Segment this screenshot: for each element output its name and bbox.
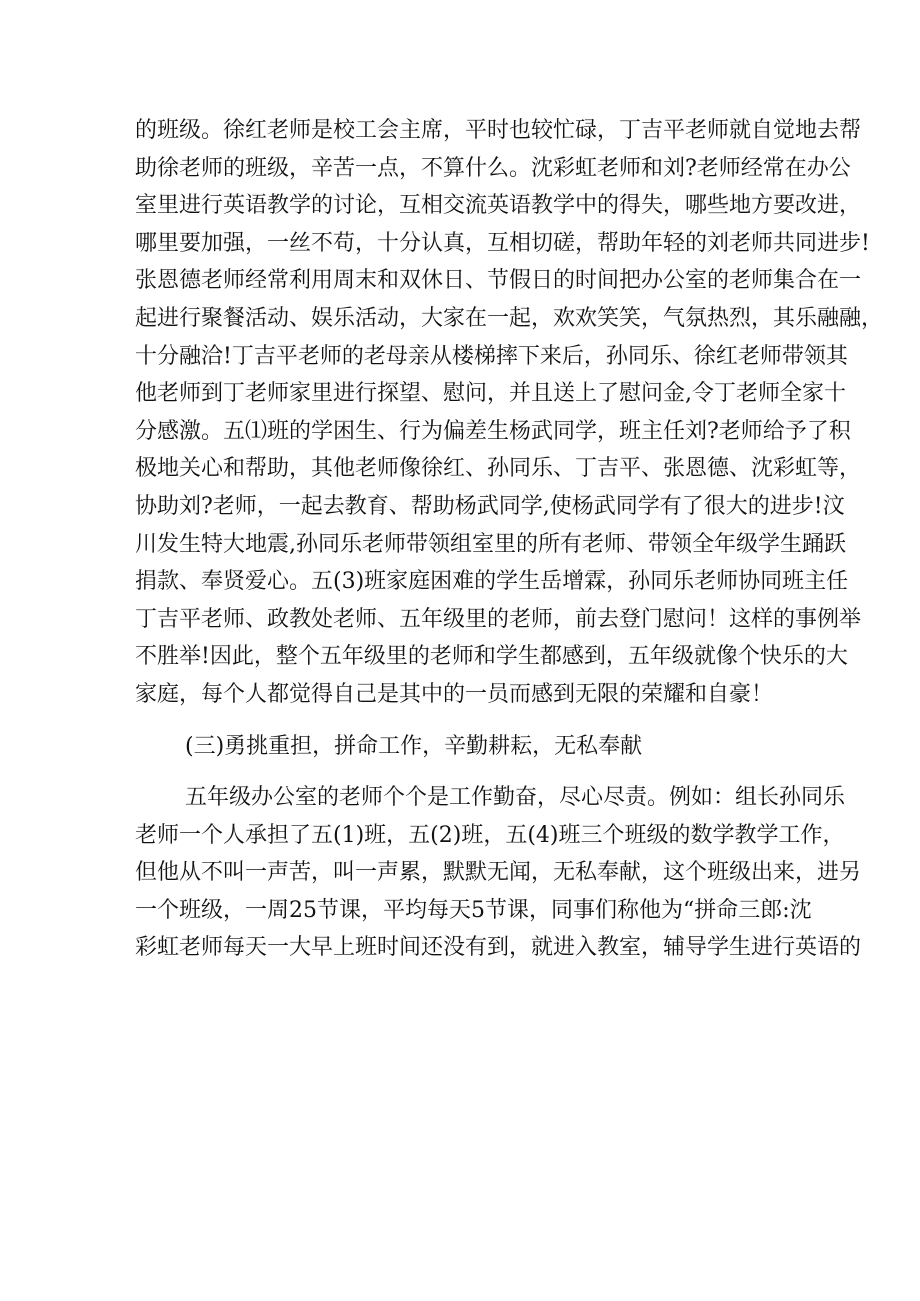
text-line: 但他从不叫一声苦，叫一声累，默默无闻，无私奉献，这个班级出来，进另 xyxy=(135,860,862,886)
text-line: 老师一个人承担了五(1)班，五(2)班，五(4)班三个班级的数学教学工作， xyxy=(135,822,845,848)
text-line: 他老师到丁老师家里进行探望、慰问，并且送上了慰问金,令丁老师全家十 xyxy=(135,381,846,407)
paragraph-spacer xyxy=(135,765,799,779)
text-line: 极地关心和帮助，其他老师像徐红、孙同乐、丁吉平、张恩德、沈彩虹等， xyxy=(135,456,862,482)
text-line: 五年级办公室的老师个个是工作勤奋，尽心尽责。例如：组长孙同乐 xyxy=(185,785,846,811)
text-line: 家庭，每个人都觉得自己是其中的一员而感到无限的荣耀和自豪！ xyxy=(135,681,774,707)
text-line: 哪里要加强，一丝不苟，十分认真，互相切磋，帮助年轻的刘老师共同进步! xyxy=(135,230,870,256)
text-line: 一个班级，一周25节课，平均每天5节课，同事们称他为“拼命三郎:沈 xyxy=(135,897,812,923)
text-line: 彩虹老师每天一大早上班时间还没有到，就进入教室，辅导学生进行英语的 xyxy=(135,935,862,961)
section-heading: (三)勇挑重担，拼命工作，辛勤耕耘，无私奉献 xyxy=(185,733,643,759)
text-line: 起进行聚餐活动、娱乐活动，大家在一起，欢欢笑笑，气氛热烈，其乐融融， xyxy=(135,305,884,331)
text-line: 的班级。徐红老师是校工会主席，平时也较忙碌，丁吉平老师就自觉地去帮 xyxy=(135,118,862,143)
paragraph-spacer xyxy=(135,714,799,728)
text-line: 助徐老师的班级，辛苦一点，不算什么。沈彩虹老师和刘?老师经常在办公 xyxy=(135,155,851,181)
paragraph-teacher-care xyxy=(135,112,884,714)
text-line: 不胜举!因此，整个五年级里的老师和学生都感到，五年级就像个快乐的大 xyxy=(135,644,848,670)
text-line: 室里进行英语教学的讨论，互相交流英语教学中的得失，哪些地方要改进， xyxy=(135,193,862,219)
text-line: 分感激。五⑴班的学困生、行为偏差生杨武同学，班主任刘?老师给予了积 xyxy=(135,418,851,444)
text-line: 丁吉平老师、政教处老师、五年级里的老师，前去登门慰问！这样的事例举 xyxy=(135,606,862,632)
text-line: 川发生特大地震,孙同乐老师带领组室里的所有老师、带领全年级学生踊跃 xyxy=(135,531,846,557)
text-line: 十分融洽!丁吉平老师的老母亲从楼梯摔下来后，孙同乐、徐红老师带领其 xyxy=(135,343,848,369)
document-body xyxy=(135,112,884,967)
text-line: 协助刘?老师，一起去教育、帮助杨武同学,使杨武同学有了很大的进步!汶 xyxy=(135,493,845,519)
text-line: 捐款、奉贤爱心。五(3)班家庭困难的学生岳增霖，孙同乐老师协同班主任 xyxy=(135,569,849,595)
text-line: 张恩德老师经常利用周末和双休日、节假日的时间把办公室的老师集合在一 xyxy=(135,268,862,294)
paragraph-hard-work xyxy=(135,779,862,967)
